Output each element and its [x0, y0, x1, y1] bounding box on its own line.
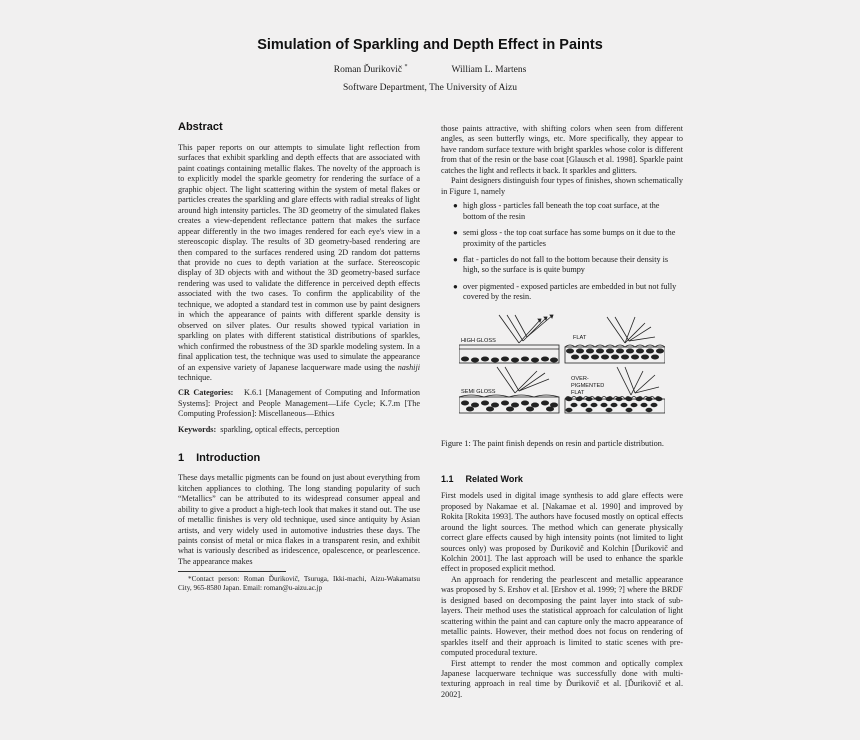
keywords: Keywords: sparkling, optical effects, perception [178, 424, 340, 434]
list-item: ● over pigmented - exposed particles are embedded in but not fully covered by the resin. [453, 281, 677, 302]
bullet-icon: ● [453, 254, 458, 264]
list-item: ● high gloss - particles fall beneath the top coat surface, at the bottom of the resin [453, 201, 660, 221]
bullet-icon: ● [453, 281, 458, 291]
intro-continued: those paints attractive, with shifting colors when seen from different angles, as seen butterfly wings, etc. More specifically, they appear to have random surface texture with bright sparkles whose color is different from that of the resin or the base coat [Glausch et al. 1998]. Sparkle paint catches the light and reflects it back. It sparkles and glitters. [441, 124, 683, 175]
list-item: ● flat - particles do not fall to the bottom because their density is high, so the surface is is quite bumpy [453, 254, 669, 275]
figure-caption: Figure 1: The paint finish depends on resin and particle distribution. [441, 438, 664, 448]
paint-finish-diagram [459, 313, 665, 425]
label-over-1: OVER- [571, 375, 589, 382]
abstract-text: This paper reports on our attempts to simulate light reflection from surfaces that exhibit sparkling and depth effects that are associated with paint coatings containing metallic flakes. The novelty of the approach is to explicitly model the sparkle geometry for rendering the surface of a graphic object. The light scattering within the system of metal flakes or particles creates the sparkling and glare effects with radial streaks of light around high intensity particles. The 3D geometry of the simulated flakes creates a view-dependent reflectance pattern that makes the surface appear differently in the two images rendered for each eye's view in a stereoscopic display. The results of 3D geometry-based rendering are then compared to the surfaces rendered using 2D random dot patterns that provide no cues to depth variation at the surface. Stereoscopic display of 3D objects with and without the 3D geometry-based surface rendering was used to validate the difference in perceived depth effects associated with the two cases. To confirm the applicability of the technique, we adopted a standard test in common use by paint designers in which the appearance of paints with different sparkle density is observed on silver plates. Our results showed typical variation in sparkling on plates with different statistical distributions of sparkles, which confirmed the robustness of the 3D sparkle modeling system. In a final application test, the technique was used to simulate the appearance of an expensive variety of Japanese lacquerware made using the nashiji technique. [178, 143, 420, 382]
finishes-intro: Paint designers distinguish four types of finishes, shown schematically in Figure 1, namely [441, 176, 683, 196]
affiliation: Software Department, The University of Aizu [343, 83, 517, 93]
label-high-gloss: HIGH GLOSS [461, 337, 496, 344]
list-item: ● semi gloss - the top coat surface has some bumps on it due to the proximity of the particles [453, 228, 676, 248]
paper-title: Simulation of Sparkling and Depth Effect in Paints [257, 37, 603, 53]
left-column [178, 120, 420, 593]
related-para-2: An approach for rendering the pearlescent and metallic appearance was proposed by S. Ershov et al. [Ershov et al. 1999; ?] where the BRDF is designed based on decomposing the paint layer into stack of sub-layers. Their method uses the statistical approach for calculation of light scattering within the paint and can capture only the macro appearance of metallic paints. However, their method does not focus on rendering of sparkles itself and their approach is limited to static scenes with pre-computed procedural texture. [441, 574, 683, 658]
intro-heading: 1 Introduction [178, 452, 261, 465]
label-semi-gloss: SEMI GLOSS [461, 388, 496, 395]
author-line [0, 64, 860, 75]
author-1: Roman Ďurikovič * [333, 64, 408, 76]
bullet-icon: ● [453, 228, 458, 238]
finish-list [441, 201, 683, 303]
label-over-2: PIGMENTED [571, 382, 605, 389]
intro-text: These days metallic pigments can be found on just about everything from kitchen appliances to clothing. The long standing popularity of such “Metallics” can be attributed to its widespread consumer appeal and ability to give a product a high-tech look that makes it stand out. The use of metallic finishes is very old technique, used since antiquity by Asian artists, and very widely used in automotive industries these days. The paints consist of metal or mica flakes in a transparent resin, and exhibit what is variously described as iridescence, opalescence, or pearlescence. The appearance makes [178, 473, 420, 566]
abstract-heading: Abstract [178, 121, 223, 133]
right-column [441, 124, 683, 700]
bullet-icon: ● [453, 201, 458, 211]
footnote: *Contact person: Roman Ďurikovič, Tsuruga, Ikki-machi, Aizu-Wakamatsu City, 965-8580 Japan. Email: roman@u-aizu.ac.jp [178, 575, 420, 593]
figure-1 [441, 313, 683, 433]
related-work-heading: 1.1 Related Work [441, 474, 523, 485]
footnote-rule [178, 571, 286, 572]
label-over-3: FLAT [571, 389, 585, 396]
label-flat: FLAT [573, 334, 587, 341]
cr-categories: CR Categories: K.6.1 [Management of Computing and Information Systems]: Project and People Management—Life Cycle; K.7.m [The Computing Profession]: Miscellaneous—Ethics [178, 388, 421, 419]
author-2: William L. Martens [451, 65, 527, 76]
related-para-3: First attempt to render the most common and optically complex Japanese lacquerware technique was successfully done with multi-texturing approach in real time by Ďurikovič et al. [Ďurikovič et al. 2002]. [441, 658, 683, 699]
related-para-1: First models used in digital image synthesis to add glare effects were proposed by Nakamae et al. [Nakamae et al. 1990] and improved by Rokita [Rokita 1993]. The authors have focused mostly on optical effects around the light sources. The method which can generate physically correct glare effects caused by high intensity points (not limited to light sources only) was proposed by Ďurikovič and Kolchin [Ďurikovič and Kolchin 2001]. The last approach will be used to enhance the sparkle effect in proposed explicit method. [441, 491, 683, 574]
